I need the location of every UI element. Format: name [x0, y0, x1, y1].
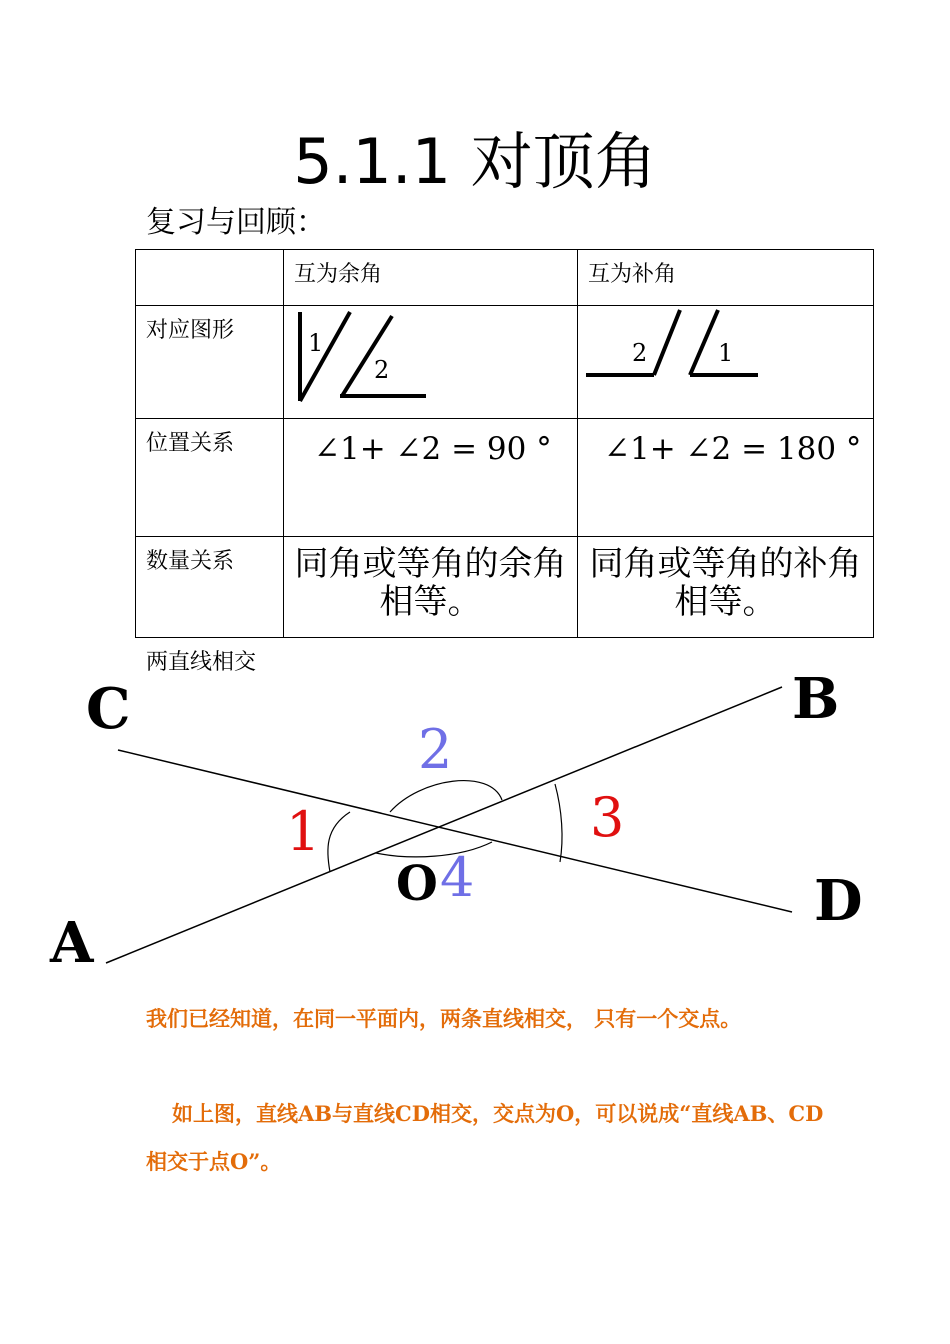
point-o-label: O: [396, 856, 438, 912]
page-title: 5.1.1 对顶角: [293, 125, 657, 198]
supplementary-figure-cell: [578, 306, 874, 419]
table-header-row: [136, 250, 874, 306]
row-label-figure: 对应图形: [136, 306, 284, 419]
header-empty-cell: [136, 250, 284, 306]
angle-4-arc: [376, 842, 492, 857]
supp-angle-label-1: 1: [718, 339, 734, 367]
point-c-label: C: [86, 676, 131, 742]
angle-2-arc: [390, 781, 502, 812]
comp-angle-label-1: 1: [308, 329, 324, 357]
angle-1-arc: [328, 812, 350, 872]
complementary-formula: ∠1+ ∠2 = 90 °: [284, 419, 578, 537]
paragraph-intersection-fact: 我们已经知道，在同一平面内，两条直线相交， 只有一个交点。: [146, 1006, 742, 1031]
table-row-position: [136, 419, 874, 537]
comp-angle-label-2: 2: [374, 356, 390, 384]
row-label-quantity: 数量关系: [136, 537, 284, 638]
header-supplementary: 互为补角: [578, 250, 874, 306]
angle-2-label: 2: [418, 718, 453, 781]
intersecting-lines-diagram: [0, 660, 950, 980]
paragraph-example: 如上图，直线AB与直线CD相交，交点为O，可以说成“直线AB、CD相交于点O”。: [146, 1101, 824, 1174]
angle-4-label: 4: [440, 846, 475, 909]
table-row-figures: [136, 306, 874, 419]
supp-angle-label-2: 2: [632, 339, 648, 367]
header-complementary: 互为余角: [284, 250, 578, 306]
point-a-label: A: [50, 910, 94, 976]
point-b-label: B: [792, 666, 840, 732]
supplementary-formula: ∠1+ ∠2 = 180 °: [578, 419, 874, 537]
row-label-position: 位置关系: [136, 419, 284, 537]
complementary-figure-cell: [284, 306, 578, 419]
complementary-angle-figure: [284, 306, 578, 419]
point-d-label: D: [814, 868, 863, 934]
review-table: [135, 249, 874, 638]
angle-3-arc: [555, 784, 562, 862]
section-label: 两直线相交: [146, 650, 257, 675]
review-heading: 复习与回顾：: [146, 205, 326, 240]
table-row-quantity: [136, 537, 874, 638]
supplementary-quantity: 同角或等角的补角相等。: [578, 537, 874, 638]
supplementary-angle-figure: [578, 306, 874, 419]
angle-1-label: 1: [286, 800, 321, 863]
angle-3-label: 3: [590, 786, 625, 849]
complementary-quantity: 同角或等角的余角相等。: [284, 537, 578, 638]
